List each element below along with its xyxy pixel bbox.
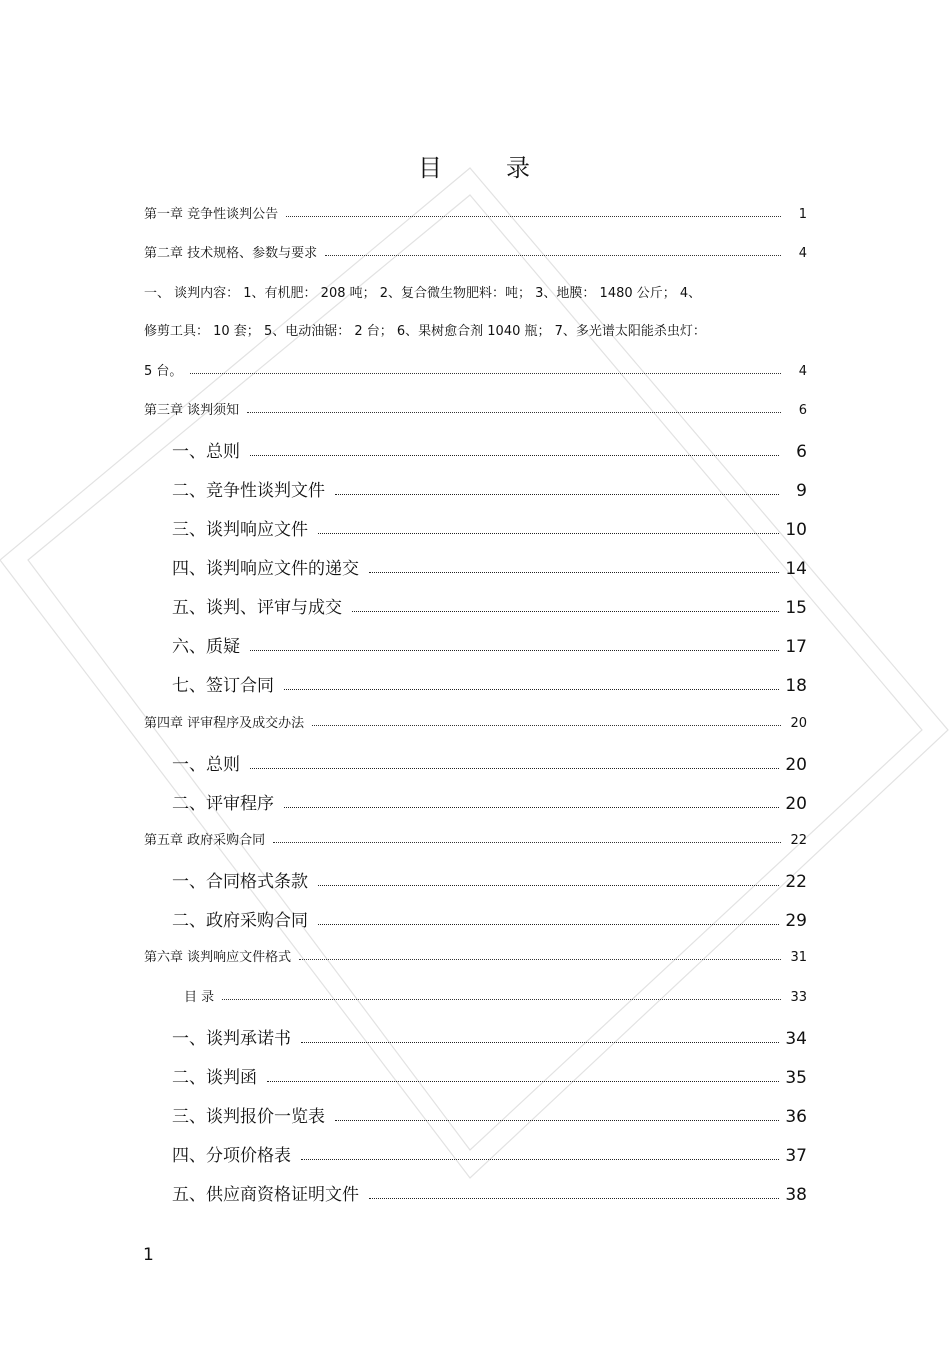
toc-entry-ch6-3[interactable] [0, 1102, 950, 1127]
toc-entry-ch6[interactable] [0, 946, 950, 965]
toc-entry-ch5-1[interactable] [0, 867, 950, 892]
toc-entry-ch6-toc[interactable] [0, 986, 950, 1005]
toc-entry-label: 二、竞争性谈判文件 [172, 481, 325, 501]
toc-entry-ch6-1[interactable] [0, 1024, 950, 1049]
toc-entry-label: 一、总则 [172, 442, 240, 462]
toc-entry-page: 6 [798, 403, 807, 418]
toc-entry-label: 第一章 竞争性谈判公告 [144, 207, 279, 222]
toc-entry-label: 第四章 评审程序及成交办法 [144, 716, 305, 731]
toc-entry-label: 第二章 技术规格、参数与要求 [144, 246, 318, 261]
toc-entry-label: 一、合同格式条款 [172, 872, 308, 892]
toc-entry-ch3[interactable] [0, 399, 950, 418]
toc-entry-label: 一、总则 [172, 755, 240, 775]
toc-entry-label: 二、谈判函 [172, 1068, 257, 1088]
toc-entry-page: 22 [785, 872, 807, 892]
toc-entry-page: 31 [790, 950, 807, 965]
toc-leader-dots [284, 689, 779, 690]
toc-title-part2: 录 [506, 154, 532, 182]
toc-leader-dots [247, 412, 781, 413]
toc-leader-dots [222, 999, 781, 1000]
toc-leader-dots [325, 255, 781, 256]
toc-entry-page: 4 [798, 246, 807, 261]
toc-entry-ch3-1[interactable] [0, 437, 950, 462]
toc-entry-label: 五、谈判、评审与成交 [172, 598, 342, 618]
toc-entry-page: 10 [785, 520, 807, 540]
toc-leader-dots [273, 842, 781, 843]
toc-entry-page: 22 [790, 833, 807, 848]
toc-leader-dots [286, 216, 781, 217]
toc-entry-label: 目 录 [184, 990, 215, 1005]
toc-entry-label: 五、供应商资格证明文件 [172, 1185, 359, 1205]
toc-entry-label: 四、谈判响应文件的递交 [172, 559, 359, 579]
toc-entry-page: 20 [790, 716, 807, 731]
toc-entry-ch4-1[interactable] [0, 750, 950, 775]
toc-entry-ch4[interactable] [0, 712, 950, 731]
toc-entry-page: 37 [785, 1146, 807, 1166]
toc-entry-ch4-2[interactable] [0, 789, 950, 814]
toc-entry-ch2[interactable] [0, 242, 950, 261]
toc-leader-dots [369, 572, 779, 573]
toc-entry-page: 20 [785, 794, 807, 814]
toc-leader-dots [318, 533, 779, 534]
toc-leader-dots [190, 373, 781, 374]
toc-entry-ch6-4[interactable] [0, 1141, 950, 1166]
toc-entry-page: 34 [785, 1029, 807, 1049]
toc-entry-ch6-5[interactable] [0, 1180, 950, 1205]
toc-entry-page: 14 [785, 559, 807, 579]
toc-leader-dots [301, 1159, 779, 1160]
toc-leader-dots [352, 611, 779, 612]
toc-entry-label: 四、分项价格表 [172, 1146, 291, 1166]
toc-leader-dots [335, 1120, 779, 1121]
toc-entry-page: 36 [785, 1107, 807, 1127]
toc-entry-label: 5 台。 [144, 364, 183, 379]
toc-entry-ch3-5[interactable] [0, 593, 950, 618]
toc-entry-page: 33 [790, 990, 807, 1005]
toc-entry-page: 6 [796, 442, 807, 462]
toc-leader-dots [250, 768, 779, 769]
toc-entry-ch3-6[interactable] [0, 632, 950, 657]
content-item-line1: 一、 谈判内容： 1、有机肥： 208 吨； 2、复合微生物肥料：吨； 3、地膜： 1480 公斤； 4、 [144, 286, 702, 301]
toc-entry-ch3-4[interactable] [0, 554, 950, 579]
toc-leader-dots [312, 725, 781, 726]
toc-entry-ch3-2[interactable] [0, 476, 950, 501]
toc-entry-page: 1 [798, 207, 807, 222]
toc-leader-dots [301, 1042, 779, 1043]
toc-entry-label: 六、质疑 [172, 637, 240, 657]
toc-leader-dots [250, 455, 779, 456]
toc-entry-label: 三、谈判报价一览表 [172, 1107, 325, 1127]
toc-leader-dots [299, 959, 781, 960]
toc-entry-page: 38 [785, 1185, 807, 1205]
toc-entry-page: 9 [796, 481, 807, 501]
toc-leader-dots [250, 650, 779, 651]
toc-entry-label: 第五章 政府采购合同 [144, 833, 266, 848]
toc-entry-label: 第六章 谈判响应文件格式 [144, 950, 292, 965]
toc-leader-dots [267, 1081, 779, 1082]
toc-title-part1: 目 [418, 154, 444, 182]
toc-leader-dots [318, 924, 779, 925]
toc-entry-page: 29 [785, 911, 807, 931]
toc-entry-ch6-2[interactable] [0, 1063, 950, 1088]
toc-entry-page: 4 [798, 364, 807, 379]
toc-entry-ch5[interactable] [0, 829, 950, 848]
toc-entry-label: 一、谈判承诺书 [172, 1029, 291, 1049]
toc-entry-label: 二、政府采购合同 [172, 911, 308, 931]
toc-title [0, 148, 950, 183]
content-item-line2: 修剪工具： 10 套； 5、电动油锯： 2 台； 6、果树愈合剂 1040 瓶； 7、多光谱太阳能杀虫灯： [144, 324, 706, 339]
toc-entry-ch1[interactable] [0, 203, 950, 222]
toc-entry-page: 18 [785, 676, 807, 696]
toc-entry-page: 35 [785, 1068, 807, 1088]
toc-entry-page: 20 [785, 755, 807, 775]
toc-entry-label: 二、评审程序 [172, 794, 274, 814]
toc-entry-label: 三、谈判响应文件 [172, 520, 308, 540]
toc-entry-label: 第三章 谈判须知 [144, 403, 240, 418]
toc-entry-page: 17 [785, 637, 807, 657]
toc-leader-dots [369, 1198, 779, 1199]
toc-entry-content-item[interactable] [0, 360, 950, 379]
toc-entry-label: 七、签订合同 [172, 676, 274, 696]
toc-leader-dots [318, 885, 779, 886]
toc-entry-ch3-7[interactable] [0, 671, 950, 696]
toc-leader-dots [335, 494, 779, 495]
toc-entry-page: 15 [785, 598, 807, 618]
toc-entry-ch3-3[interactable] [0, 515, 950, 540]
toc-entry-ch5-2[interactable] [0, 906, 950, 931]
toc-leader-dots [284, 807, 779, 808]
page-number: 1 [143, 1245, 154, 1265]
